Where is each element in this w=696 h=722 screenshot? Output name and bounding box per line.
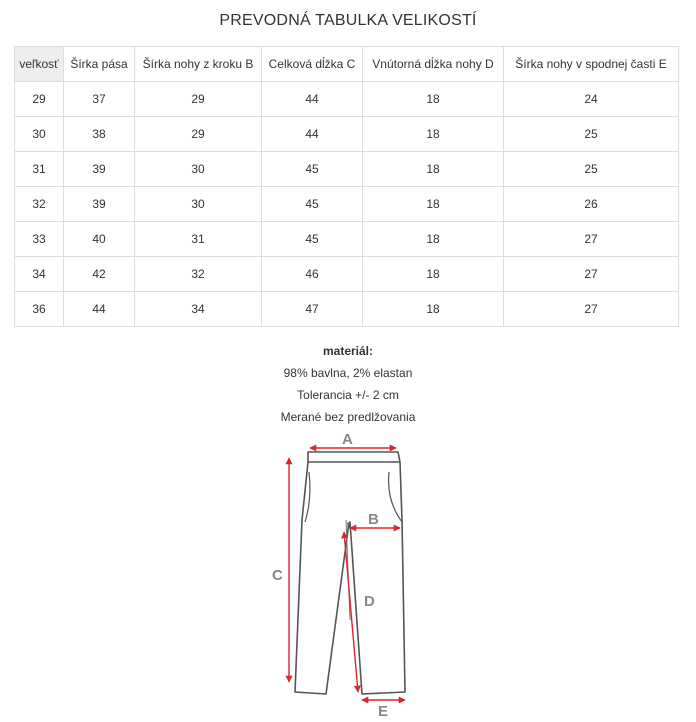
header-inner-leg-length: Vnútorná dĺžka nohy D <box>363 47 504 82</box>
cell-length: 44 <box>262 117 363 152</box>
cell-length: 45 <box>262 187 363 222</box>
header-leg-opening-width: Šírka nohy v spodnej časti E <box>504 47 679 82</box>
cell-crotch: 31 <box>135 222 262 257</box>
cell-crotch: 30 <box>135 152 262 187</box>
cell-inner-length: 18 <box>363 152 504 187</box>
cell-opening: 26 <box>504 187 679 222</box>
page-title: PREVODNÁ TABULKA VELIKOSTÍ <box>219 12 477 29</box>
cell-size: 34 <box>15 257 64 292</box>
label-b: B <box>368 511 379 528</box>
material-note: Merané bez predlžovania <box>280 410 416 424</box>
table-row <box>15 82 679 117</box>
cell-length: 46 <box>262 257 363 292</box>
table-row <box>15 222 679 257</box>
cell-size: 36 <box>15 292 64 327</box>
cell-opening: 25 <box>504 152 679 187</box>
label-c: C <box>272 567 283 584</box>
cell-crotch: 34 <box>135 292 262 327</box>
label-d: D <box>364 593 375 610</box>
cell-inner-length: 18 <box>363 222 504 257</box>
cell-inner-length: 18 <box>363 257 504 292</box>
material-info <box>0 340 696 428</box>
cell-inner-length: 18 <box>363 117 504 152</box>
cell-length: 45 <box>262 152 363 187</box>
material-heading: materiál: <box>322 344 374 358</box>
table-row <box>15 257 679 292</box>
cell-length: 45 <box>262 222 363 257</box>
cell-waist: 44 <box>64 292 135 327</box>
cell-waist: 39 <box>64 152 135 187</box>
cell-opening: 27 <box>504 222 679 257</box>
header-waist-width: Šírka pása <box>64 47 135 82</box>
header-size: veľkosť <box>15 47 64 82</box>
table-row <box>15 292 679 327</box>
cell-opening: 25 <box>504 117 679 152</box>
cell-inner-length: 18 <box>363 292 504 327</box>
cell-waist: 37 <box>64 82 135 117</box>
cell-crotch: 29 <box>135 82 262 117</box>
table-row <box>15 187 679 222</box>
material-composition: 98% bavlna, 2% elastan <box>283 366 413 380</box>
pants-measurement-diagram <box>262 430 422 720</box>
header-crotch-leg-width: Šírka nohy z kroku B <box>135 47 262 82</box>
cell-waist: 42 <box>64 257 135 292</box>
material-tolerance: Tolerancia +/- 2 cm <box>297 388 399 402</box>
label-a: A <box>342 431 353 448</box>
cell-crotch: 29 <box>135 117 262 152</box>
cell-waist: 39 <box>64 187 135 222</box>
cell-size: 31 <box>15 152 64 187</box>
cell-opening: 27 <box>504 257 679 292</box>
cell-length: 44 <box>262 82 363 117</box>
table-row <box>15 152 679 187</box>
table-row <box>15 117 679 152</box>
cell-length: 47 <box>262 292 363 327</box>
cell-waist: 38 <box>64 117 135 152</box>
cell-opening: 27 <box>504 292 679 327</box>
label-e: E <box>378 703 389 720</box>
cell-opening: 24 <box>504 82 679 117</box>
cell-inner-length: 18 <box>363 82 504 117</box>
cell-size: 33 <box>15 222 64 257</box>
cell-size: 32 <box>15 187 64 222</box>
cell-inner-length: 18 <box>363 187 504 222</box>
cell-crotch: 32 <box>135 257 262 292</box>
size-table <box>14 46 679 327</box>
header-total-length: Celková dĺžka C <box>262 47 363 82</box>
cell-crotch: 30 <box>135 187 262 222</box>
cell-waist: 40 <box>64 222 135 257</box>
cell-size: 30 <box>15 117 64 152</box>
cell-size: 29 <box>15 82 64 117</box>
pants-outline <box>295 452 405 694</box>
table-header-row <box>15 47 679 82</box>
